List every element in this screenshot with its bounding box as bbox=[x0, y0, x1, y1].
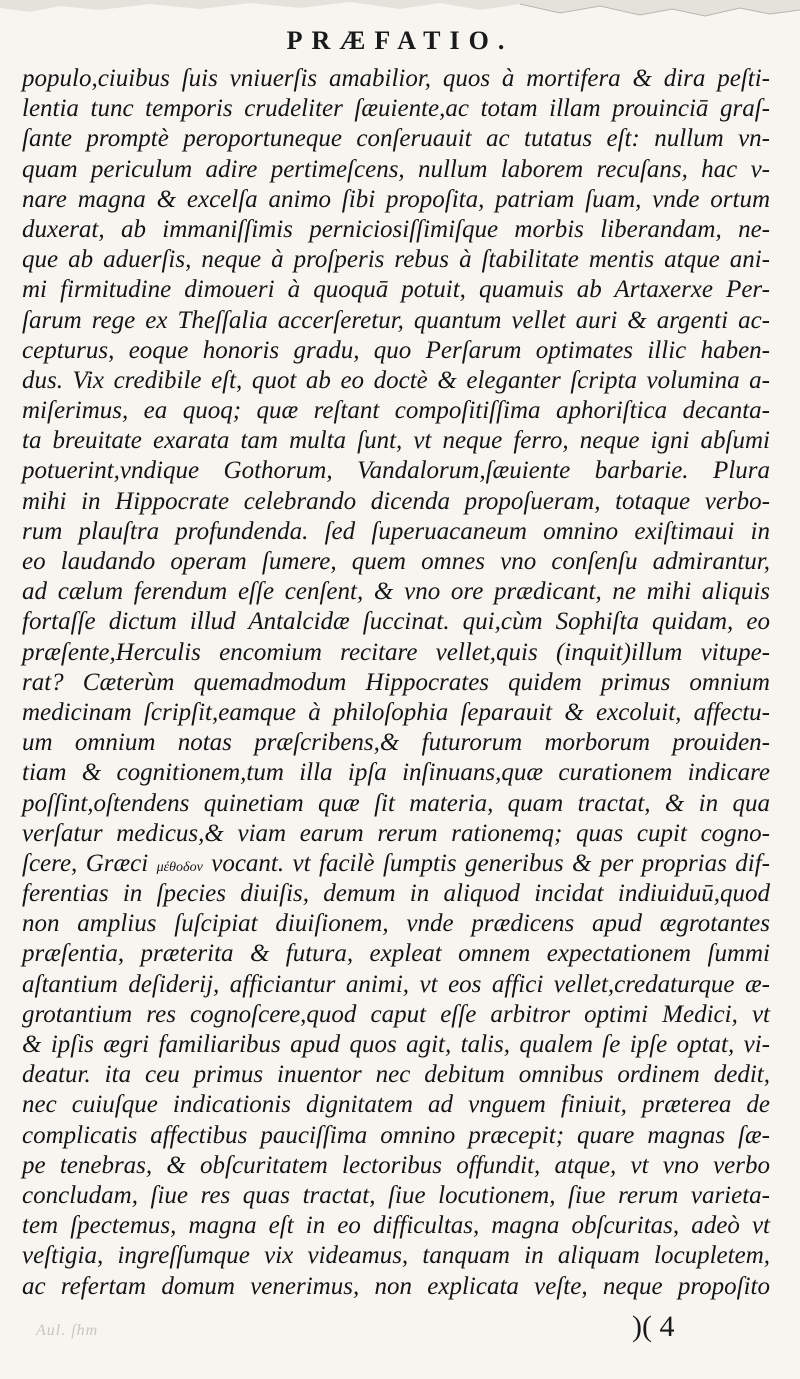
text-line: verſatur medicus,& viam earum rerum rationemq; quas cupit cogno- bbox=[22, 819, 770, 847]
text-line: duxerat, ab immaniſſimis perniciosiſſimiſque morbis liberandam, ne- bbox=[22, 215, 770, 243]
text-line: mihi in Hippocrate celebrando dicenda propoſueram, totaque verbo- bbox=[22, 487, 770, 515]
text-line: rum plauſtra profundenda. ſed ſuperuacaneum omnino exiſtimaui in bbox=[22, 517, 770, 545]
text-line: dus. Vix credibile eſt, quot ab eo doctè & eleganter ſcripta volumina a- bbox=[22, 366, 770, 394]
page-header: PRÆFATIO. bbox=[286, 26, 514, 55]
text-line: & ipſis ægri familiaribus apud quos agit, talis, qualem ſe ipſe optat, vi- bbox=[22, 1031, 770, 1058]
text-line: grotantium res cognoſcere,quod caput eſſe arbitror optimi Medici, vt bbox=[22, 1000, 770, 1028]
text-line: lentia tunc temporis crudeliter ſæuiente,ac totam illam prouinciā graſ- bbox=[22, 95, 770, 123]
text-line: fortaſſe dictum illud Antalcidæ ſuccinat. qui,cùm Sophiſta quidam, eo bbox=[22, 608, 770, 636]
text-line: ſarum rege ex Theſſalia accerſeretur, quantum vellet auri & argenti ac- bbox=[22, 306, 770, 334]
text-line: ac refertam domum venerimus, non explicata veſte, neque propoſito bbox=[22, 1272, 770, 1300]
text-line: nec cuiuſque indicationis dignitatem ad vnguem finiuit, præterea de bbox=[22, 1091, 770, 1119]
text-line: concludam, ſiue res quas tractat, ſiue locutionem, ſiue rerum varieta- bbox=[22, 1181, 770, 1209]
text-line: aſtantium deſiderij, afficiantur animi, vt eos affici vellet,credaturque æ- bbox=[22, 970, 770, 998]
text-line: deatur. ita ceu primus inuentor nec debitum omnibus ordinem dedit, bbox=[22, 1061, 770, 1089]
text-line: præſentia, præterita & futura, expleat omnem expectationem ſummi bbox=[22, 940, 770, 968]
text-line: cepturus, eoque honoris gradu, quo Perſarum optimates illic haben- bbox=[22, 336, 770, 364]
text-line: nare magna & excelſa animo ſibi propoſita, patriam ſuam, vnde ortum bbox=[22, 185, 770, 213]
text-line: tem ſpectemus, magna eſt in eo difficultas, magna obſcuritas, adeò vt bbox=[22, 1212, 770, 1240]
text-line: mi firmitudine dimoueri à quoquā potuit, quamuis ab Artaxerxe Per- bbox=[22, 276, 770, 304]
greek-word: μέθοδον bbox=[156, 859, 203, 875]
signature-mark: )( 4 bbox=[632, 1310, 675, 1343]
text-line: miſerimus, ea quoq; quæ reſtant compoſitiſſima aphoriſtica decanta- bbox=[22, 397, 770, 425]
text-line: poſſint,oſtendens quinetiam quæ ſit materia, quam tractat, & in qua bbox=[22, 789, 770, 817]
text-line: um omnium notas præſcribens,& futurorum morborum prouiden- bbox=[22, 729, 770, 757]
text-line: que ab aduerſis, neque à proſperis rebus à ſtabilitate mentis atque ani- bbox=[22, 246, 770, 274]
text-line: ad cælum ferendum eſſe cenſent, & vno ore prædicant, ne mihi aliquis bbox=[22, 578, 770, 606]
text-line: medicinam ſcripſit,eamque à philoſophia ſeparauit & excoluit, affectu- bbox=[22, 698, 770, 726]
body-text bbox=[22, 64, 770, 1302]
text-line: eo laudando operam ſumere, quem omnes vno conſenſu admirantur, bbox=[22, 548, 770, 575]
text-line: pe tenebras, & obſcuritatem lectoribus offundit, atque, vt vno verbo bbox=[22, 1151, 770, 1179]
text-line: rat? Cæterùm quemadmodum Hippocrates quidem primus omnium bbox=[22, 668, 770, 696]
text-line: quam periculum adire pertimeſcens, nullum laborem recuſans, hac v- bbox=[22, 155, 770, 183]
text-line: complicatis affectibus pauciſſima omnino præcepit; quare magnas ſæ- bbox=[22, 1121, 770, 1149]
text-line: ferentias in ſpecies diuiſis, demum in aliquod incidat indiuiduū,quod bbox=[22, 880, 770, 908]
line-text-after: vocant. vt facilè ſumptis generibus & per proprias dif- bbox=[202, 849, 770, 877]
line-text-before: ſcere, Græci bbox=[22, 849, 157, 877]
text-line: populo,ciuibus ſuis vniuerſis amabilior, quos à mortifera & dira peſti- bbox=[22, 65, 770, 92]
text-line: ſante promptè peroportuneque conſeruauit ac tutatus eſt: nullum vn- bbox=[22, 125, 770, 153]
text-line: veſtigia, ingreſſumque vix videamus, tanquam in aliquam locupletem, bbox=[22, 1242, 770, 1270]
text-line: ta breuitate exarata tam multa ſunt, vt neque ferro, neque igni abſumi bbox=[22, 427, 770, 455]
faded-footer-text: Aul. ſhm bbox=[36, 1322, 99, 1339]
text-line: præſente,Herculis encomium recitare vellet,quis (inquit)illum vitupe- bbox=[22, 638, 770, 666]
text-line: tiam & cognitionem,tum illa ipſa inſinuans,quæ curationem indicare bbox=[22, 759, 770, 787]
text-line: non amplius ſuſcipiat diuiſionem, vnde prædicens apud ægrotantes bbox=[22, 910, 770, 938]
text-line-greek bbox=[22, 849, 770, 879]
text-line: potuerint,vndique Gothorum, Vandalorum,ſæuiente barbarie. Plura bbox=[22, 457, 770, 485]
